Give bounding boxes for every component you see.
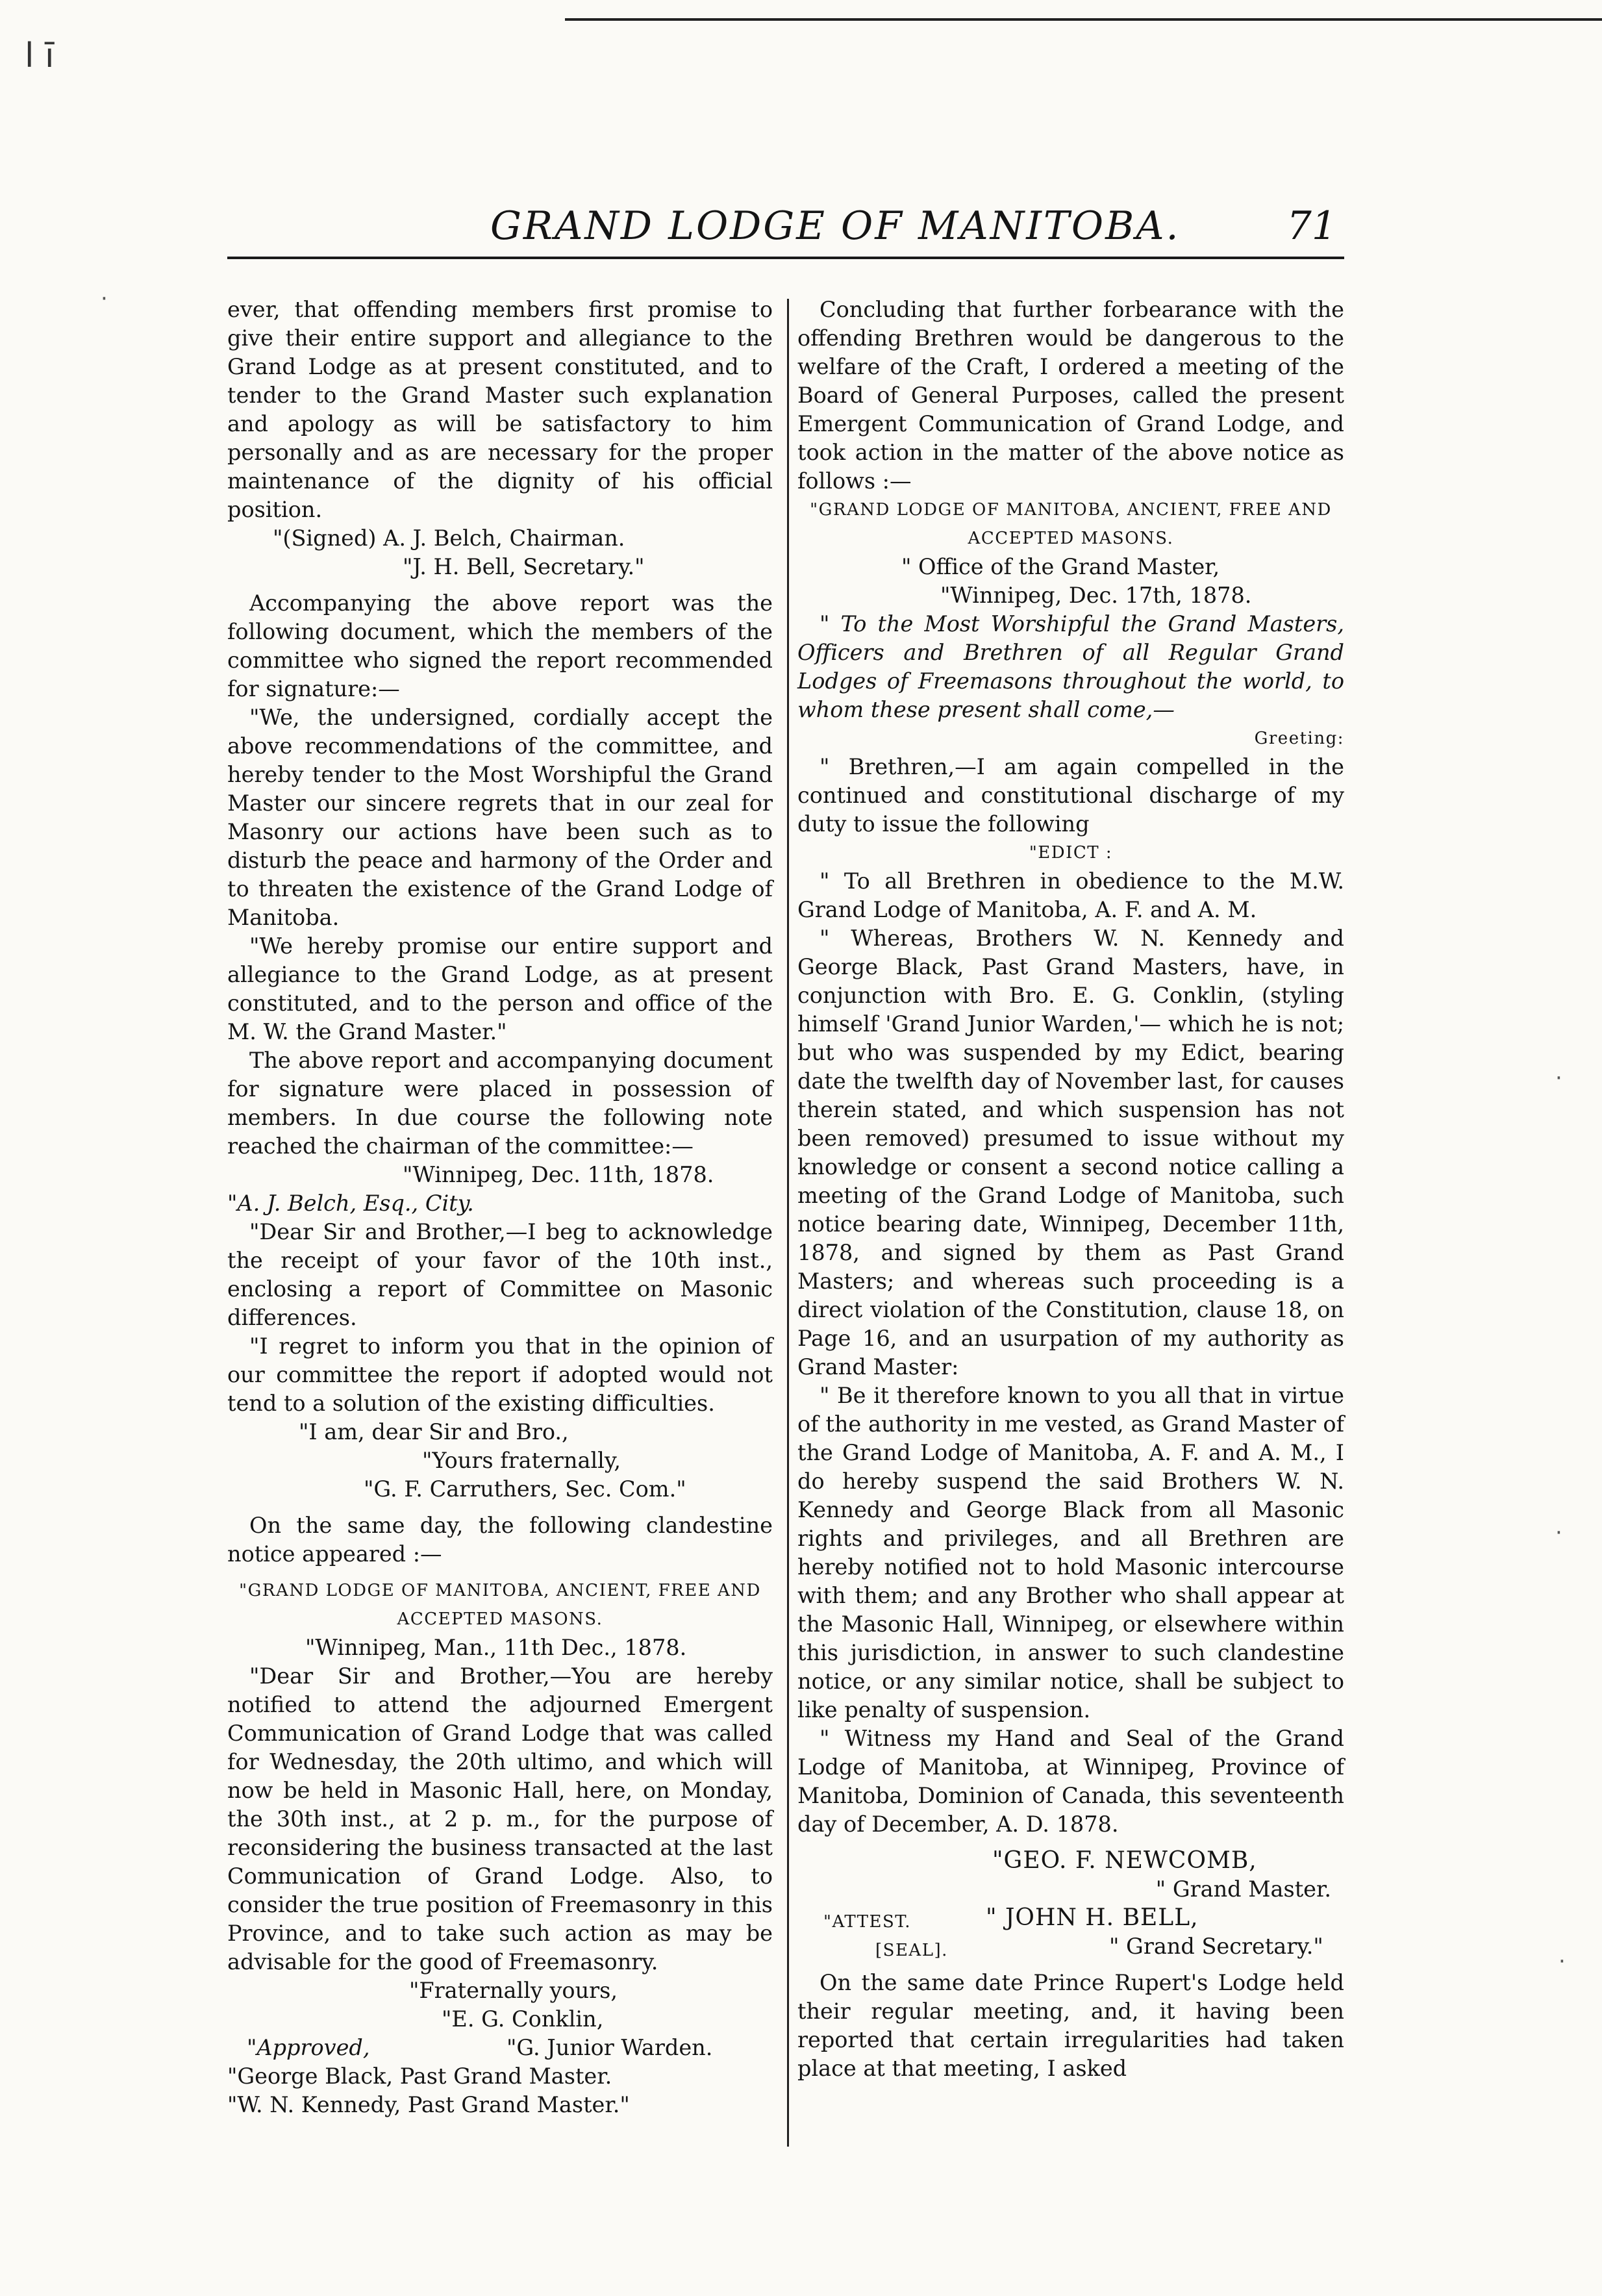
signature-line: " Grand Master. [1155, 1876, 1331, 1902]
signature-line: " JOHN H. BELL, [986, 1904, 1199, 1931]
paragraph: "Dear Sir and Brother,—You are hereby notified to attend the adjourned Emergent Communication of Grand Lodge that was called for Wednesday, the 20th ultimo, and which will now be held in Masonic Hall, here, on Monday, the 30th inst., at 2 p. m., for the purpose of reconsidering the business transacted at the last Communication of Grand Lodge. Also, to consider the true position of Freemasonry in this Province, and to take such action as may be advisable for the good of Freemasonry. [227, 1663, 773, 1974]
approved-label: "Approved, [247, 2035, 370, 2060]
paragraph: On the same day, the following clandestine notice appeared :— [227, 1513, 773, 1567]
paragraph: "I regret to inform you that in the opinion of our committee the report if adopted would not tend to a solution of the existing difficulties. [227, 1333, 773, 1416]
dateline: "Winnipeg, Man., 11th Dec., 1878. [305, 1635, 687, 1660]
corner-mark: l ī [25, 36, 55, 75]
notice-heading: "GRAND LODGE OF MANITOBA, ANCIENT, FREE AND ACCEPTED MASONS. [239, 1581, 761, 1629]
closing-line: "G. Junior Warden. [507, 2035, 713, 2060]
address-block: " To the Most Worshipful the Grand Masters, Officers and Brethren of all Regular Grand Lodges of Freemasons throughout the world, to whom these present shall come,— [797, 611, 1344, 722]
margin-mark: · [1555, 1520, 1562, 1546]
paragraph: Concluding that further forbearance with the offending Brethren would be dangerous to the welfare of the Craft, I ordered a meeting of the Board of General Purposes, called the present Emergent Communication of Grand Lodge, and took action in the matter of the above notice as follows :— [797, 297, 1344, 494]
closing-line: "W. N. Kennedy, Past Grand Master." [227, 2092, 630, 2117]
dateline: " Office of the Grand Master, [901, 554, 1220, 579]
notice-heading: "GRAND LODGE OF MANITOBA, ANCIENT, FREE AND ACCEPTED MASONS. [810, 500, 1332, 548]
attest-label: "ATTEST. [823, 1912, 912, 1932]
signature-line: "(Signed) A. J. Belch, Chairman. [273, 525, 625, 551]
paragraph: "We hereby promise our entire support and allegiance to the Grand Lodge, as at present constituted, and to the person and office of the M. W. the Grand Master." [227, 933, 773, 1044]
closing-line: "I am, dear Sir and Bro., [299, 1419, 569, 1444]
column-divider [787, 299, 789, 2147]
paragraph: " Brethren,—I am again compelled in the continued and constitutional discharge of my duty to issue the following [797, 754, 1344, 837]
top-rule [565, 18, 1602, 21]
signature-line: "GEO. F. NEWCOMB, [992, 1847, 1257, 1874]
signature-line: "J. H. Bell, Secretary." [403, 554, 645, 579]
dateline: "Winnipeg, Dec. 11th, 1878. [403, 1162, 714, 1187]
paragraph: The above report and accompanying document for signature were placed in possession of members. In due course the following note reached the chairman of the committee:— [227, 1048, 773, 1159]
paragraph: " Whereas, Brothers W. N. Kennedy and George Black, Past Grand Masters, have, in conjunction with Bro. E. G. Conklin, (styling himself 'Grand Junior Warden,'— which he is not; but who was suspended by my Edict, bearing date the twelfth day of November last, for causes therein stated, and which suspension has not been removed) presumed to issue without my knowledge or consent a second notice calling a meeting of the Grand Lodge of Manitoba, such notice bearing date, Winnipeg, December 11th, 1878, and signed by them as Past Grand Masters; and whereas such proceeding is a direct violation of the Constitution, clause 18, on Page 16, and an usurpation of my authority as Grand Master: [797, 926, 1344, 1380]
running-title: GRAND LODGE OF MANITOBA. [490, 203, 1181, 249]
page-header [227, 198, 1344, 259]
margin-mark: · [1555, 1065, 1562, 1091]
left-column [227, 296, 773, 2119]
closing-line: "George Black, Past Grand Master. [227, 2063, 612, 2089]
right-column [797, 296, 1344, 2083]
closing-line: "Fraternally yours, [409, 1978, 618, 2003]
paragraph: " Witness my Hand and Seal of the Grand Lodge of Manitoba, at Winnipeg, Province of Manitoba, Dominion of Canada, this seventeenth day of December, A. D. 1878. [797, 1726, 1344, 1837]
closing-line: "G. F. Carruthers, Sec. Com." [364, 1476, 686, 1502]
page-number: 71 [1286, 203, 1336, 249]
paragraph: "Dear Sir and Brother,—I beg to acknowledge the receipt of your favor of the 10th inst., enclosing a report of Committee on Masonic differences. [227, 1219, 773, 1330]
paragraph: "We, the undersigned, cordially accept the above recommendations of the committee, and hereby tender to the Most Worshipful the Grand Master our sincere regrets that in our zeal for Masonry our actions have been such as to disturb the peace and harmony of the Order and to threaten the existence of the Grand Lodge of Manitoba. [227, 705, 773, 930]
greeting: Greeting: [1254, 729, 1344, 748]
paragraph: On the same date Prince Rupert's Lodge held their regular meeting, and, it having been reported that certain irregularities had taken place at that meeting, I asked [797, 1970, 1344, 2081]
addressee: "A. J. Belch, Esq., City. [227, 1191, 474, 1216]
paragraph: ever, that offending members first promise to give their entire support and allegiance to the Grand Lodge as at present constituted, and to tender to the Grand Master such explanation and apology as will be satisfactory to him personally and as are necessary for the proper maintenance of the dignity of his official position. [227, 297, 773, 522]
paragraph: Accompanying the above report was the following document, which the members of the committee who signed the report recommended for signature:— [227, 590, 773, 701]
paragraph: " Be it therefore known to you all that in virtue of the authority in me vested, as Grand Master of the Grand Lodge of Manitoba, A. F. and A. M., I do hereby suspend the said Brothers W. N. Kennedy and George Black from all Masonic rights and privileges, and all Brethren are hereby notified not to hold Masonic intercourse with them; and any Brother who shall appear at the Masonic Hall, Winnipeg, or elsewhere within this jurisdiction, in answer to such clandestine notice, or any similar notice, shall be subject to like penalty of suspension. [797, 1383, 1344, 1722]
dateline: "Winnipeg, Dec. 17th, 1878. [940, 583, 1252, 608]
paragraph: " To all Brethren in obedience to the M.W. Grand Lodge of Manitoba, A. F. and A. M. [797, 868, 1344, 922]
closing-line: "E. G. Conklin, [442, 2006, 604, 2032]
margin-mark: · [1558, 1949, 1566, 1974]
seal-label: [SEAL]. [875, 1941, 948, 1960]
signature-line: " Grand Secretary." [1109, 1934, 1323, 1959]
margin-mark: · [101, 286, 108, 312]
closing-line: "Yours fraternally, [422, 1448, 621, 1473]
edict-heading: "EDICT : [1029, 843, 1113, 863]
